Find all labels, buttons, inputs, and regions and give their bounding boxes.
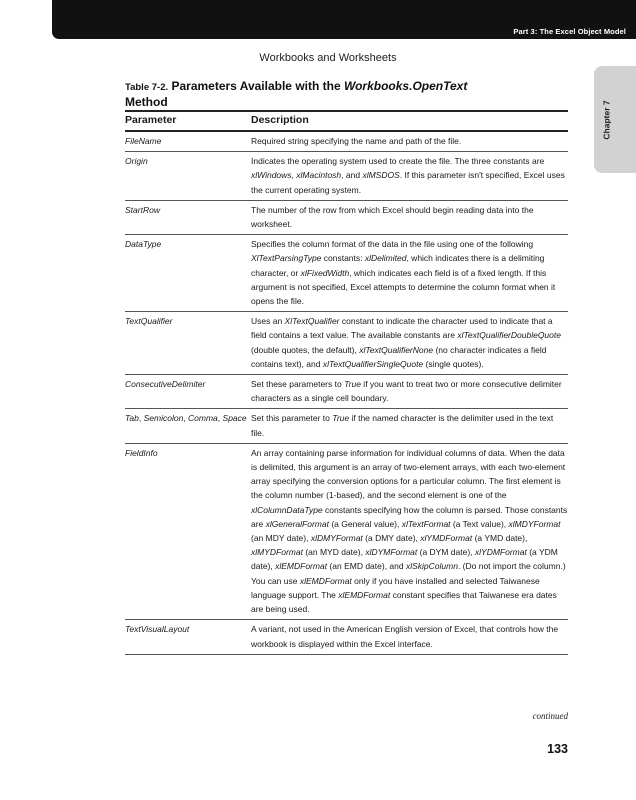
chapter-tab-label — [590, 100, 624, 140]
table-row — [125, 152, 568, 201]
parameter-description: Required string specifying the name and path of the file. — [251, 136, 462, 146]
parameter-description: Indicates the operating system used to create the file. The three constants are xlWindows, xlMacintosh, and xlMSDOS. If this parameter isn't specified, Excel uses the current operating system. — [251, 156, 565, 195]
table-row — [125, 444, 568, 620]
parameter-description: The number of the row from which Excel should begin reading data into the worksheet. — [251, 204, 534, 230]
column-header-description: Description — [251, 114, 309, 126]
parameter-name: ConsecutiveDelimiter — [125, 379, 206, 390]
caption-title-italic: Workbooks.OpenText — [343, 79, 468, 93]
parameter-name: FieldInfo — [125, 447, 158, 458]
parameter-description: Specifies the column format of the data in the file using one of the following XlTextParsingType constants: xlDelimited, which indicates there is a delimiting character, or xlFixedWidth, which indicates each field is of a fixed length. If this argument is not specified, Excel attempts to determine the column format when it opens the file. — [251, 239, 556, 307]
parameter-name: TextQualifier — [125, 316, 173, 327]
part-title: Part 3: The Excel Object Model — [513, 27, 626, 36]
table-top-rule — [125, 110, 568, 112]
parameter-description: An array containing parse information for individual columns of data. When the data is delimited, this argument is an array of two-element arrays, with each two-element array specifying the conversion options for a particular column. The first element is the column number (1-based), and the second element is one of the xlColumnDataType constants specifying how the column is parsed. Those constants are xlGeneralFormat (a General value), xlTextFormat (a Text value), xlMDYFormat (an MDY date), xlDMYFormat (a DMY date), xlYMDFormat (a YMD date), xlMYDFormat (an MYD date), xlDYMFormat (a DYM date), xlYDMFormat (a YDM date), xlEMDFormat (an EMD date), and xlSkipColumn. (Do not import the column.) You can use xlEMDFormat only if you have installed and selected Taiwanese language support. The xlEMDFormat constant specifies that Taiwanese era dates are being used. — [251, 447, 568, 615]
continued-note: continued — [532, 711, 568, 721]
parameter-name: Origin — [125, 156, 148, 167]
table-number: Table 7-2. — [125, 82, 169, 93]
parameter-name: StartRow — [125, 204, 160, 215]
page-number: 133 — [547, 742, 568, 756]
caption-title-start: Parameters Available with the — [171, 79, 344, 93]
table-row — [125, 312, 568, 375]
table-row — [125, 201, 568, 235]
table-header-row — [125, 114, 568, 128]
parameter-description: Set this parameter to True if the named character is the delimiter used in the text file. — [251, 413, 554, 438]
caption-title-end: Method — [125, 95, 168, 109]
column-header-parameter: Parameter — [125, 114, 177, 126]
table-row — [125, 375, 568, 409]
parameter-name: Tab, Semicolon, Comma, Space — [125, 413, 247, 424]
table-row — [125, 235, 568, 312]
parameter-description: Uses an XlTextQualifier constant to indicate the character used to indicate that a field contains a text value. The available constants are xlTextQualifierDoubleQuote (double quotes, the default), xlTextQualifierNone (no character indicates a field contains text), and xlTextQualifierSingleQuote (single quotes). — [251, 316, 561, 369]
chapter-label: Chapter 7 — [602, 100, 612, 140]
parameter-name: TextVisualLayout — [125, 624, 190, 635]
header-bar — [52, 0, 636, 39]
table-row — [125, 409, 568, 443]
table-row — [125, 132, 568, 152]
table-body — [125, 132, 568, 655]
parameter-name: FileName — [125, 136, 162, 146]
table-row — [125, 620, 568, 654]
running-head: Workbooks and Worksheets — [259, 52, 397, 64]
parameter-description: Set these parameters to True if you want to treat two or more consecutive delimiter characters as a single cell boundary. — [251, 379, 562, 404]
parameter-description: A variant, not used in the American English version of Excel, that controls how the workbook is displayed within the Excel interface. — [251, 624, 559, 649]
table-caption — [125, 79, 545, 109]
parameter-name: DataType — [125, 239, 162, 250]
